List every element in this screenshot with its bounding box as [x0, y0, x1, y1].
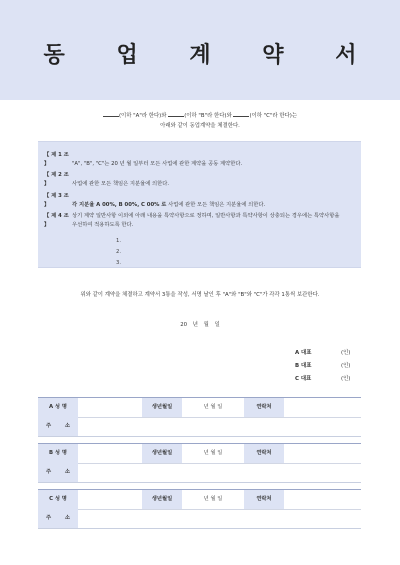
party-a-contact-field[interactable]	[284, 398, 361, 417]
party-c-contact-field[interactable]	[284, 490, 361, 509]
clause-4: 【 제 4 조 】상기 계약 일반사항 이외에 아래 내용을 특약사항으로 정하며, 일반사항과 특약사항이 상충되는 경우에는 특약사항을 우선하여 적용하도록 한다.	[44, 213, 340, 228]
blank-c[interactable]	[233, 111, 249, 117]
party-b-name-label: B 성 명	[38, 444, 78, 463]
party-b-birth-field[interactable]: 년 월 일	[203, 450, 223, 456]
party-a-row-2	[38, 417, 361, 436]
party-a-name-field[interactable]	[78, 398, 142, 417]
intro-line-1: (이하 "A"라 한다)와 (이하 "B"라 한다)와 (이하 "C"라 한다)는	[0, 111, 400, 121]
intro-line-2: 아래와 같이 동업계약을 체결한다.	[160, 123, 240, 129]
party-a-name-label: A 성 명	[38, 398, 78, 417]
party-b-name-field[interactable]	[78, 444, 142, 463]
rep-b: B 대표 (인)	[295, 363, 351, 369]
clause-3: 【 제 3 조 】 각 지분율 A 00%, B 00%, C 00% 로 사업에 관한 모든 책임은 지분율에 의한다.	[44, 193, 266, 208]
party-c-address-field[interactable]	[78, 509, 361, 528]
rep-c: C 대표 (인)	[295, 376, 351, 382]
party-c-contact-label: 연락처	[244, 490, 284, 509]
party-a-address-field[interactable]	[78, 417, 361, 436]
clauses-box	[38, 141, 361, 268]
party-c-address-label: 주 소	[38, 509, 78, 528]
party-c-birth-field[interactable]: 년 월 일	[203, 496, 223, 502]
party-b-birth-label: 생년월일	[142, 444, 182, 463]
sublist-item-1: 1.	[116, 238, 122, 244]
sublist-item-3: 3.	[116, 260, 122, 266]
party-b-table	[38, 443, 361, 483]
party-b-row-2	[38, 463, 361, 482]
party-c-row-1	[38, 490, 361, 510]
party-a-birth-label: 생년월일	[142, 398, 182, 417]
sublist-item-2: 2.	[116, 249, 122, 255]
rep-a: A 대표 (인)	[295, 350, 351, 356]
party-a-address-label: 주 소	[38, 417, 78, 436]
party-c-row-2	[38, 509, 361, 528]
party-a-row-1	[38, 398, 361, 418]
party-c-name-field[interactable]	[78, 490, 142, 509]
intro-text	[0, 111, 400, 131]
party-b-address-field[interactable]	[78, 463, 361, 482]
party-b-contact-label: 연락처	[244, 444, 284, 463]
party-b-row-1	[38, 444, 361, 464]
clause-2: 【 제 2 조 】 사업에 관한 모든 책임은 지분율에 의한다.	[44, 172, 170, 187]
party-c-birth-label: 생년월일	[142, 490, 182, 509]
party-a-contact-label: 연락처	[244, 398, 284, 417]
party-b-contact-field[interactable]	[284, 444, 361, 463]
party-c-table	[38, 489, 361, 529]
clause-1: 【 제 1 조 】 "A", "B", "C"는 20 년 월 일부터 모든 사업에 관한 계약을 공동 계약한다.	[44, 152, 243, 167]
party-a-birth-field[interactable]: 년 월 일	[203, 404, 223, 410]
party-c-name-label: C 성 명	[38, 490, 78, 509]
closing-text: 위와 같이 계약을 체결하고 계약서 3통을 작성, 서명 날인 후 "A"와 "B"와 "C"가 각각 1통씩 보관한다.	[80, 292, 320, 298]
blank-b[interactable]	[168, 111, 184, 117]
contract-date: 20 년 월 일	[180, 322, 220, 328]
party-b-address-label: 주 소	[38, 463, 78, 482]
party-a-table	[38, 397, 361, 437]
blank-a[interactable]	[103, 111, 119, 117]
document-title: 동 업 계 약 서	[43, 43, 379, 68]
